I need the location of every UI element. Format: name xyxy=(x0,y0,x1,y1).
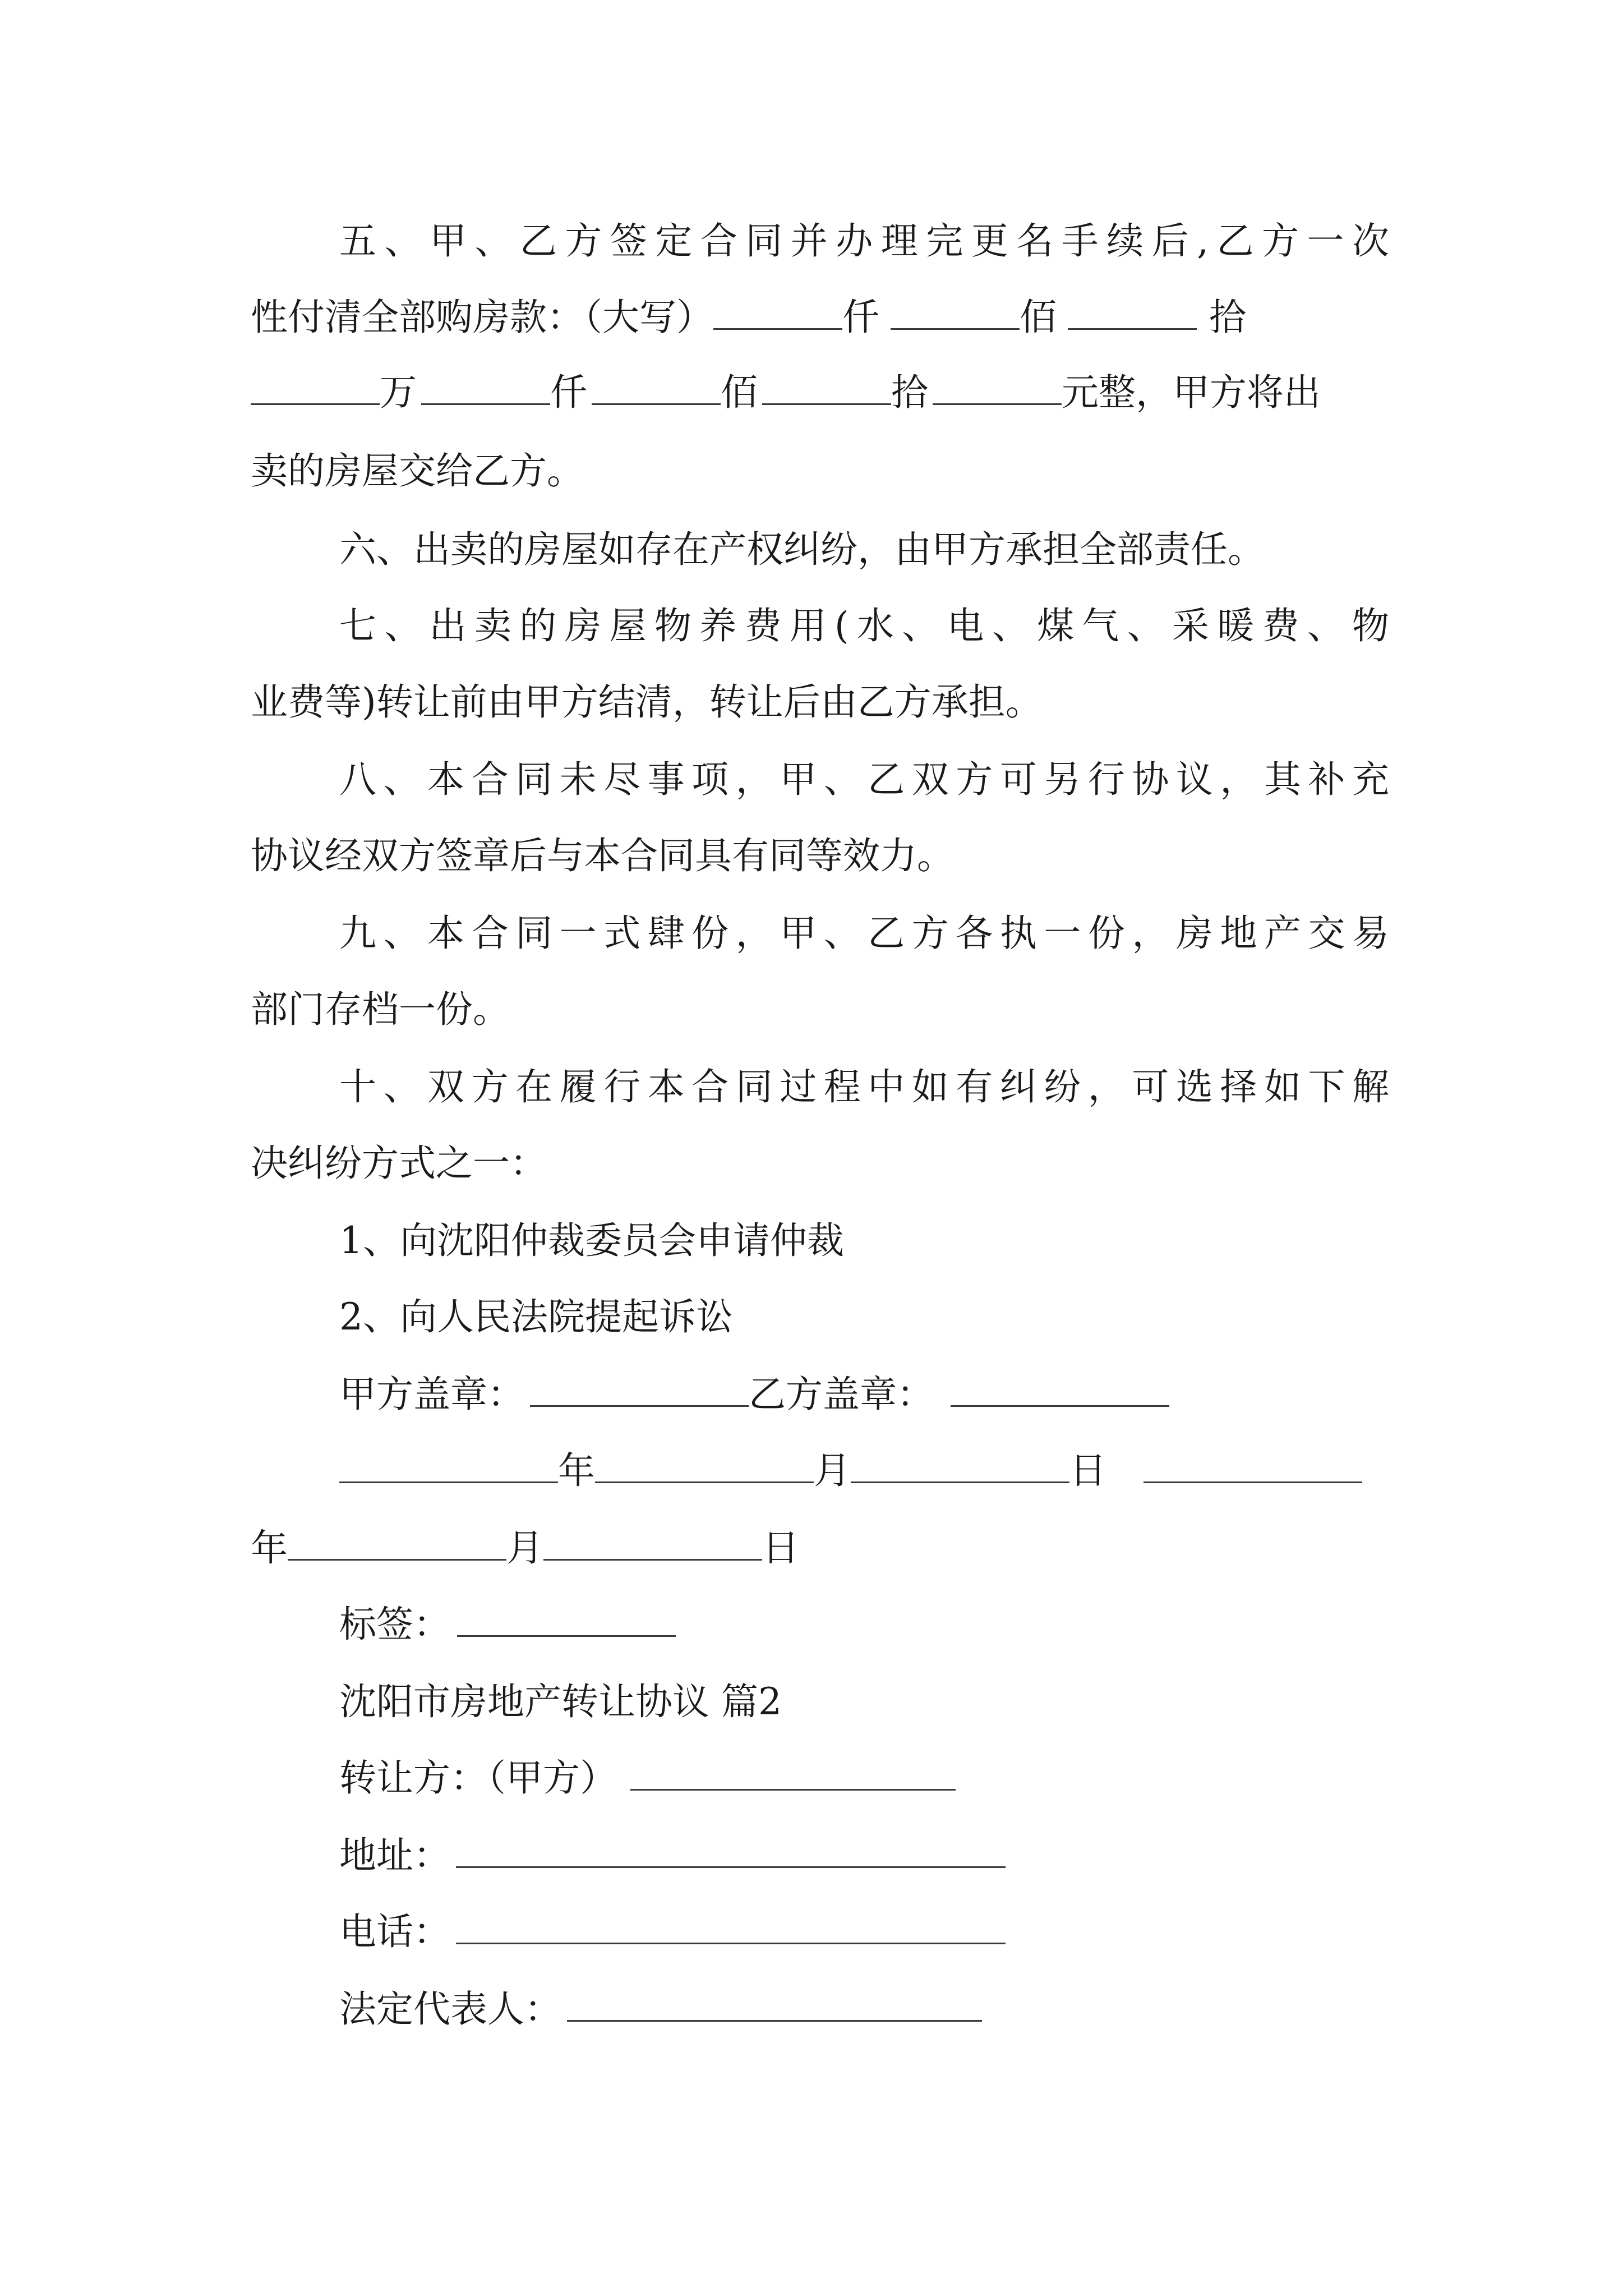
clause-5-line-1: 五、甲、乙方签定合同并办理完更名手续后,乙方一次 xyxy=(339,219,1389,263)
unit-shi: 拾 xyxy=(891,371,928,414)
clause-7-line-2: 业费等)转让前由甲方结清，转让后由乙方承担。 xyxy=(251,680,1043,724)
phone-line xyxy=(339,1904,1389,1960)
section-title: 沈阳市房地产转让协议 篇2 xyxy=(339,1680,782,1723)
amount-blank[interactable] xyxy=(421,369,550,405)
unit-qian: 仟 xyxy=(842,296,879,339)
year-label: 年 xyxy=(558,1449,595,1492)
amount-blank[interactable] xyxy=(762,369,891,405)
phone-blank[interactable] xyxy=(456,1908,1006,1944)
party-a-seal-label: 甲方盖章： xyxy=(339,1373,524,1416)
party-a-seal-blank[interactable] xyxy=(530,1370,749,1407)
dispute-option-1: 1、向沈阳仲裁委员会申请仲裁 xyxy=(339,1219,844,1262)
month-label: 月 xyxy=(506,1526,543,1570)
clause-10-line-1: 十、双方在履行本合同过程中如有纠纷，可选择如下解 xyxy=(339,1065,1389,1108)
amount-blank[interactable] xyxy=(933,369,1062,405)
amount-blank[interactable] xyxy=(891,293,1020,330)
month-blank[interactable] xyxy=(288,1524,506,1561)
clause-8-line-2: 协议经双方签章后与本合同具有同等效力。 xyxy=(251,834,954,877)
tag-line xyxy=(339,1596,1389,1653)
phone-label: 电话： xyxy=(339,1910,450,1953)
clause-9-line-2: 部门存档一份。 xyxy=(251,988,510,1031)
amount-blank[interactable] xyxy=(713,293,842,330)
transferor-blank[interactable] xyxy=(630,1754,956,1791)
seal-line xyxy=(339,1366,1389,1423)
year-blank[interactable] xyxy=(1144,1447,1362,1483)
party-b-seal-blank[interactable] xyxy=(951,1370,1169,1407)
tag-label: 标签： xyxy=(339,1603,450,1646)
unit-yuan: 元整，甲方将出 xyxy=(1062,371,1321,414)
transferor-label: 转让方：（甲方） xyxy=(339,1756,617,1800)
month-blank[interactable] xyxy=(595,1447,814,1483)
day-blank[interactable] xyxy=(851,1447,1069,1483)
amount-blank[interactable] xyxy=(1068,293,1197,330)
party-b-seal-label: 乙方盖章： xyxy=(749,1373,934,1416)
amount-blank[interactable] xyxy=(251,369,380,405)
legal-rep-blank[interactable] xyxy=(567,1985,982,2022)
clause-9-line-1: 九、本合同一式肆份，甲、乙方各执一份，房地产交易 xyxy=(339,912,1389,955)
dispute-option-2: 2、向人民法院提起诉讼 xyxy=(339,1295,733,1338)
clause-5-line-4: 卖的房屋交给乙方。 xyxy=(251,449,584,493)
clause-5-line-3 xyxy=(251,365,1389,421)
clause-10-line-2: 决纠纷方式之一： xyxy=(251,1142,547,1185)
unit-wan: 万 xyxy=(380,371,417,414)
clause-5-text: 性付清全部购房款：（大写） xyxy=(251,296,713,339)
clause-6: 六、出卖的房屋如存在产权纠纷，由甲方承担全部责任。 xyxy=(339,528,1265,571)
tag-blank[interactable] xyxy=(457,1600,676,1637)
unit-bai: 佰 xyxy=(1020,296,1057,339)
legal-rep-label: 法定代表人： xyxy=(339,1987,561,2031)
day-label: 日 xyxy=(762,1526,799,1570)
address-line xyxy=(339,1828,1389,1884)
year-label: 年 xyxy=(251,1526,288,1570)
address-label: 地址： xyxy=(339,1834,450,1877)
year-blank[interactable] xyxy=(339,1447,558,1483)
day-label: 日 xyxy=(1069,1449,1106,1492)
amount-blank[interactable] xyxy=(592,369,721,405)
address-blank[interactable] xyxy=(456,1832,1006,1868)
legal-rep-line xyxy=(339,1981,1389,2037)
clause-8-line-1: 八、本合同未尽事项，甲、乙双方可另行协议，其补充 xyxy=(339,758,1389,801)
clause-7-line-1: 七、出卖的房屋物养费用(水、电、煤气、采暖费、物 xyxy=(339,604,1389,647)
unit-shi: 拾 xyxy=(1209,296,1246,339)
unit-qian: 仟 xyxy=(550,371,587,414)
date-line-1 xyxy=(339,1443,1389,1499)
transferor-line xyxy=(339,1750,1389,1806)
unit-bai: 佰 xyxy=(721,371,758,414)
date-line-2 xyxy=(251,1520,1389,1576)
day-blank[interactable] xyxy=(543,1524,762,1561)
month-label: 月 xyxy=(814,1449,851,1492)
clause-5-line-2 xyxy=(251,289,1389,346)
